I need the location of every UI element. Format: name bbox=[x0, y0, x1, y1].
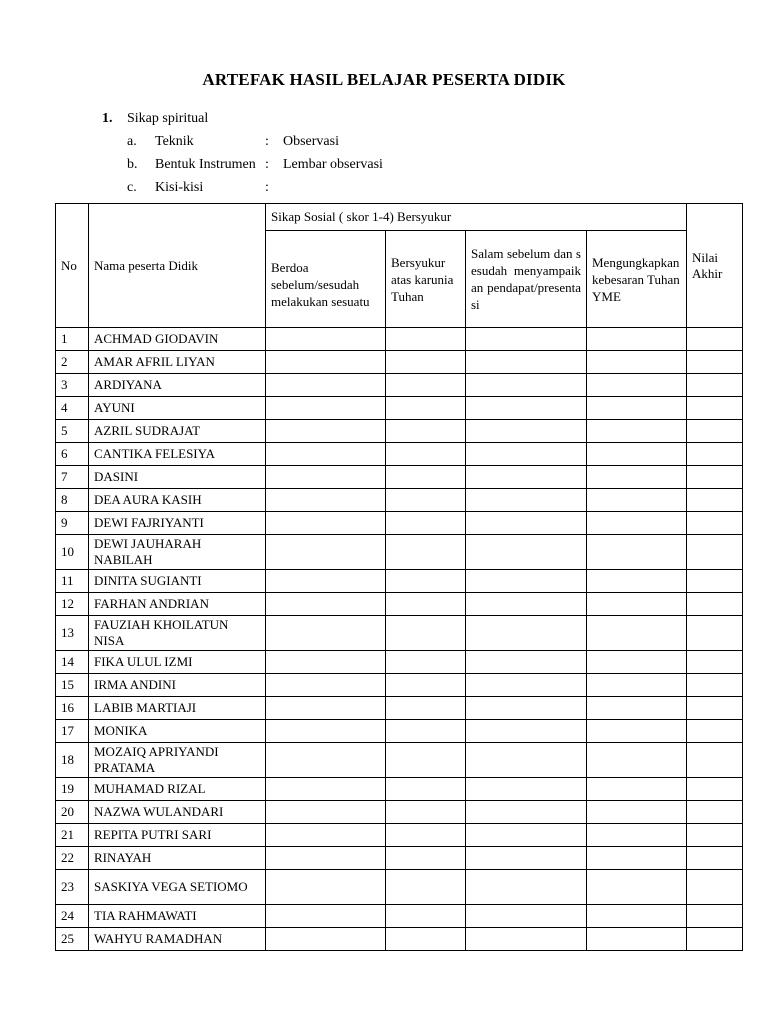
score-nilai-akhir-cell[interactable] bbox=[687, 847, 743, 870]
table-header-row bbox=[56, 204, 743, 231]
score-mengungkapkan-cell[interactable] bbox=[587, 778, 687, 801]
row-number: 5 bbox=[56, 420, 89, 443]
score-mengungkapkan-cell[interactable] bbox=[587, 397, 687, 420]
score-salam-cell[interactable] bbox=[466, 535, 587, 570]
score-mengungkapkan-cell[interactable] bbox=[587, 824, 687, 847]
score-bersyukur-cell[interactable] bbox=[386, 328, 466, 351]
table-row bbox=[56, 905, 743, 928]
header-group-sikap-sosial: Sikap Sosial ( skor 1-4) Bersyukur bbox=[266, 204, 687, 231]
score-salam-cell[interactable] bbox=[466, 397, 587, 420]
table-row bbox=[56, 593, 743, 616]
table-row bbox=[56, 489, 743, 512]
score-berdoa-cell[interactable] bbox=[266, 616, 386, 651]
score-salam-cell[interactable] bbox=[466, 593, 587, 616]
table-row bbox=[56, 420, 743, 443]
row-number: 16 bbox=[56, 697, 89, 720]
score-mengungkapkan-cell[interactable] bbox=[587, 720, 687, 743]
row-number: 21 bbox=[56, 824, 89, 847]
score-bersyukur-cell[interactable] bbox=[386, 443, 466, 466]
row-number: 24 bbox=[56, 905, 89, 928]
score-mengungkapkan-cell[interactable] bbox=[587, 535, 687, 570]
table-row bbox=[56, 374, 743, 397]
score-berdoa-cell[interactable] bbox=[266, 443, 386, 466]
student-name: DINITA SUGIANTI bbox=[89, 570, 266, 593]
header-mengungkapkan: Mengungkapkan kebesaran Tuhan YME bbox=[587, 231, 687, 328]
score-salam-cell[interactable] bbox=[466, 374, 587, 397]
score-bersyukur-cell[interactable] bbox=[386, 778, 466, 801]
score-salam-cell[interactable] bbox=[466, 443, 587, 466]
score-bersyukur-cell[interactable] bbox=[386, 616, 466, 651]
score-bersyukur-cell[interactable] bbox=[386, 824, 466, 847]
table-row bbox=[56, 397, 743, 420]
score-berdoa-cell[interactable] bbox=[266, 466, 386, 489]
row-number: 25 bbox=[56, 928, 89, 951]
table-row bbox=[56, 328, 743, 351]
item-key: Kisi-kisi bbox=[155, 180, 204, 195]
score-bersyukur-cell[interactable] bbox=[386, 847, 466, 870]
student-name: FARHAN ANDRIAN bbox=[89, 593, 266, 616]
score-berdoa-cell[interactable] bbox=[266, 928, 386, 951]
score-nilai-akhir-cell[interactable] bbox=[687, 328, 743, 351]
score-salam-cell[interactable] bbox=[466, 928, 587, 951]
score-berdoa-cell[interactable] bbox=[266, 778, 386, 801]
score-mengungkapkan-cell[interactable] bbox=[587, 328, 687, 351]
section-item-teknik bbox=[127, 133, 383, 156]
row-number: 2 bbox=[56, 351, 89, 374]
table-row bbox=[56, 616, 743, 651]
score-bersyukur-cell[interactable] bbox=[386, 570, 466, 593]
student-name: DEWI FAJRIYANTI bbox=[89, 512, 266, 535]
section-item-kisi-kisi bbox=[127, 179, 383, 202]
row-number: 6 bbox=[56, 443, 89, 466]
score-mengungkapkan-cell[interactable] bbox=[587, 374, 687, 397]
row-number: 7 bbox=[56, 466, 89, 489]
score-salam-cell[interactable] bbox=[466, 847, 587, 870]
score-mengungkapkan-cell[interactable] bbox=[587, 801, 687, 824]
score-mengungkapkan-cell[interactable] bbox=[587, 743, 687, 778]
student-name: AYUNI bbox=[89, 397, 266, 420]
student-name: ARDIYANA bbox=[89, 374, 266, 397]
score-salam-cell[interactable] bbox=[466, 778, 587, 801]
header-berdoa: Berdoa sebelum/sesudah melakukan sesuatu bbox=[266, 231, 386, 328]
table-row bbox=[56, 535, 743, 570]
score-salam-cell[interactable] bbox=[466, 489, 587, 512]
student-name: RINAYAH bbox=[89, 847, 266, 870]
score-salam-cell[interactable] bbox=[466, 616, 587, 651]
score-bersyukur-cell[interactable] bbox=[386, 928, 466, 951]
row-number: 13 bbox=[56, 616, 89, 651]
score-nilai-akhir-cell[interactable] bbox=[687, 466, 743, 489]
student-name: CANTIKA FELESIYA bbox=[89, 443, 266, 466]
row-number: 14 bbox=[56, 651, 89, 674]
score-bersyukur-cell[interactable] bbox=[386, 870, 466, 905]
score-bersyukur-cell[interactable] bbox=[386, 466, 466, 489]
score-bersyukur-cell[interactable] bbox=[386, 535, 466, 570]
row-number: 23 bbox=[56, 870, 89, 905]
item-colon: : bbox=[265, 157, 269, 172]
score-berdoa-cell[interactable] bbox=[266, 593, 386, 616]
student-name: ACHMAD GIODAVIN bbox=[89, 328, 266, 351]
row-number: 20 bbox=[56, 801, 89, 824]
score-salam-cell[interactable] bbox=[466, 905, 587, 928]
student-name: SASKIYA VEGA SETIOMO bbox=[89, 870, 266, 905]
header-nilai-akhir: Nilai Akhir bbox=[687, 204, 743, 328]
score-salam-cell[interactable] bbox=[466, 420, 587, 443]
row-number: 22 bbox=[56, 847, 89, 870]
score-nilai-akhir-cell[interactable] bbox=[687, 697, 743, 720]
row-number: 18 bbox=[56, 743, 89, 778]
score-nilai-akhir-cell[interactable] bbox=[687, 351, 743, 374]
score-berdoa-cell[interactable] bbox=[266, 397, 386, 420]
score-berdoa-cell[interactable] bbox=[266, 720, 386, 743]
score-mengungkapkan-cell[interactable] bbox=[587, 905, 687, 928]
table-row bbox=[56, 651, 743, 674]
row-number: 19 bbox=[56, 778, 89, 801]
score-bersyukur-cell[interactable] bbox=[386, 905, 466, 928]
score-nilai-akhir-cell[interactable] bbox=[687, 535, 743, 570]
table-body bbox=[56, 328, 743, 951]
section-item-bentuk-instrumen bbox=[127, 156, 383, 179]
student-name: IRMA ANDINI bbox=[89, 674, 266, 697]
score-nilai-akhir-cell[interactable] bbox=[687, 397, 743, 420]
row-number: 15 bbox=[56, 674, 89, 697]
row-number: 12 bbox=[56, 593, 89, 616]
score-salam-cell[interactable] bbox=[466, 651, 587, 674]
score-berdoa-cell[interactable] bbox=[266, 535, 386, 570]
student-name: NAZWA WULANDARI bbox=[89, 801, 266, 824]
item-key: Teknik bbox=[155, 134, 194, 149]
section-heading-line bbox=[102, 110, 383, 133]
table-row bbox=[56, 870, 743, 905]
score-bersyukur-cell[interactable] bbox=[386, 743, 466, 778]
section-heading: Sikap spiritual bbox=[127, 111, 209, 126]
score-mengungkapkan-cell[interactable] bbox=[587, 928, 687, 951]
item-value: Observasi bbox=[283, 134, 339, 149]
student-name: REPITA PUTRI SARI bbox=[89, 824, 266, 847]
score-nilai-akhir-cell[interactable] bbox=[687, 374, 743, 397]
score-mengungkapkan-cell[interactable] bbox=[587, 570, 687, 593]
row-number: 9 bbox=[56, 512, 89, 535]
score-salam-cell[interactable] bbox=[466, 801, 587, 824]
score-mengungkapkan-cell[interactable] bbox=[587, 593, 687, 616]
item-letter: c. bbox=[127, 180, 137, 195]
score-berdoa-cell[interactable] bbox=[266, 674, 386, 697]
score-berdoa-cell[interactable] bbox=[266, 743, 386, 778]
score-nilai-akhir-cell[interactable] bbox=[687, 512, 743, 535]
score-mengungkapkan-cell[interactable] bbox=[587, 674, 687, 697]
score-mengungkapkan-cell[interactable] bbox=[587, 847, 687, 870]
table-row bbox=[56, 674, 743, 697]
score-nilai-akhir-cell[interactable] bbox=[687, 443, 743, 466]
score-nilai-akhir-cell[interactable] bbox=[687, 593, 743, 616]
score-nilai-akhir-cell[interactable] bbox=[687, 743, 743, 778]
row-number: 3 bbox=[56, 374, 89, 397]
score-mengungkapkan-cell[interactable] bbox=[587, 443, 687, 466]
score-berdoa-cell[interactable] bbox=[266, 489, 386, 512]
table-row bbox=[56, 720, 743, 743]
section-sikap-spiritual bbox=[102, 110, 383, 202]
score-bersyukur-cell[interactable] bbox=[386, 651, 466, 674]
score-berdoa-cell[interactable] bbox=[266, 847, 386, 870]
score-berdoa-cell[interactable] bbox=[266, 870, 386, 905]
score-salam-cell[interactable] bbox=[466, 743, 587, 778]
item-colon: : bbox=[265, 180, 269, 195]
student-name: WAHYU RAMADHAN bbox=[89, 928, 266, 951]
score-mengungkapkan-cell[interactable] bbox=[587, 697, 687, 720]
score-mengungkapkan-cell[interactable] bbox=[587, 870, 687, 905]
row-number: 1 bbox=[56, 328, 89, 351]
header-no: No bbox=[56, 204, 89, 328]
student-name: AMAR AFRIL LIYAN bbox=[89, 351, 266, 374]
student-name: TIA RAHMAWATI bbox=[89, 905, 266, 928]
student-name: DASINI bbox=[89, 466, 266, 489]
score-bersyukur-cell[interactable] bbox=[386, 351, 466, 374]
header-name: Nama peserta Didik bbox=[89, 204, 266, 328]
row-number: 10 bbox=[56, 535, 89, 570]
score-nilai-akhir-cell[interactable] bbox=[687, 420, 743, 443]
score-mengungkapkan-cell[interactable] bbox=[587, 420, 687, 443]
score-berdoa-cell[interactable] bbox=[266, 801, 386, 824]
item-letter: b. bbox=[127, 157, 138, 172]
score-nilai-akhir-cell[interactable] bbox=[687, 928, 743, 951]
student-name: MOZAIQ APRIYANDI PRATAMA bbox=[89, 743, 266, 778]
score-salam-cell[interactable] bbox=[466, 720, 587, 743]
student-name: MONIKA bbox=[89, 720, 266, 743]
student-name: AZRIL SUDRAJAT bbox=[89, 420, 266, 443]
score-berdoa-cell[interactable] bbox=[266, 512, 386, 535]
table-row bbox=[56, 801, 743, 824]
score-nilai-akhir-cell[interactable] bbox=[687, 616, 743, 651]
table-row bbox=[56, 443, 743, 466]
score-berdoa-cell[interactable] bbox=[266, 374, 386, 397]
score-bersyukur-cell[interactable] bbox=[386, 593, 466, 616]
student-name: MUHAMAD RIZAL bbox=[89, 778, 266, 801]
score-berdoa-cell[interactable] bbox=[266, 570, 386, 593]
score-mengungkapkan-cell[interactable] bbox=[587, 651, 687, 674]
score-nilai-akhir-cell[interactable] bbox=[687, 570, 743, 593]
score-salam-cell[interactable] bbox=[466, 674, 587, 697]
score-berdoa-cell[interactable] bbox=[266, 824, 386, 847]
score-mengungkapkan-cell[interactable] bbox=[587, 616, 687, 651]
score-bersyukur-cell[interactable] bbox=[386, 801, 466, 824]
student-name: DEA AURA KASIH bbox=[89, 489, 266, 512]
student-name: DEWI JAUHARAH NABILAH bbox=[89, 535, 266, 570]
score-mengungkapkan-cell[interactable] bbox=[587, 512, 687, 535]
table-row bbox=[56, 824, 743, 847]
score-mengungkapkan-cell[interactable] bbox=[587, 466, 687, 489]
score-berdoa-cell[interactable] bbox=[266, 697, 386, 720]
row-number: 4 bbox=[56, 397, 89, 420]
score-bersyukur-cell[interactable] bbox=[386, 420, 466, 443]
score-salam-cell[interactable] bbox=[466, 697, 587, 720]
score-nilai-akhir-cell[interactable] bbox=[687, 720, 743, 743]
score-berdoa-cell[interactable] bbox=[266, 351, 386, 374]
score-nilai-akhir-cell[interactable] bbox=[687, 824, 743, 847]
score-mengungkapkan-cell[interactable] bbox=[587, 351, 687, 374]
item-key: Bentuk Instrumen bbox=[155, 157, 256, 172]
row-number: 8 bbox=[56, 489, 89, 512]
item-value: Lembar observasi bbox=[283, 157, 383, 172]
student-name: FAUZIAH KHOILATUN NISA bbox=[89, 616, 266, 651]
score-salam-cell[interactable] bbox=[466, 570, 587, 593]
score-salam-cell[interactable] bbox=[466, 351, 587, 374]
score-bersyukur-cell[interactable] bbox=[386, 512, 466, 535]
score-bersyukur-cell[interactable] bbox=[386, 489, 466, 512]
score-nilai-akhir-cell[interactable] bbox=[687, 870, 743, 905]
table-row bbox=[56, 697, 743, 720]
score-salam-cell[interactable] bbox=[466, 870, 587, 905]
score-bersyukur-cell[interactable] bbox=[386, 697, 466, 720]
student-name: FIKA ULUL IZMI bbox=[89, 651, 266, 674]
score-bersyukur-cell[interactable] bbox=[386, 397, 466, 420]
row-number: 17 bbox=[56, 720, 89, 743]
score-bersyukur-cell[interactable] bbox=[386, 674, 466, 697]
table-row bbox=[56, 570, 743, 593]
score-nilai-akhir-cell[interactable] bbox=[687, 651, 743, 674]
row-number: 11 bbox=[56, 570, 89, 593]
score-salam-cell[interactable] bbox=[466, 512, 587, 535]
score-mengungkapkan-cell[interactable] bbox=[587, 489, 687, 512]
score-nilai-akhir-cell[interactable] bbox=[687, 778, 743, 801]
table-row bbox=[56, 847, 743, 870]
score-berdoa-cell[interactable] bbox=[266, 420, 386, 443]
item-colon: : bbox=[265, 134, 269, 149]
document-title: ARTEFAK HASIL BELAJAR PESERTA DIDIK bbox=[202, 70, 566, 89]
score-salam-cell[interactable] bbox=[466, 328, 587, 351]
header-bersyukur: Bersyukur atas karunia Tuhan bbox=[386, 231, 466, 328]
table-row bbox=[56, 778, 743, 801]
score-bersyukur-cell[interactable] bbox=[386, 374, 466, 397]
table-row bbox=[56, 351, 743, 374]
score-nilai-akhir-cell[interactable] bbox=[687, 801, 743, 824]
table-row bbox=[56, 743, 743, 778]
item-letter: a. bbox=[127, 134, 137, 149]
score-salam-cell[interactable] bbox=[466, 466, 587, 489]
score-nilai-akhir-cell[interactable] bbox=[687, 905, 743, 928]
section-number: 1. bbox=[102, 111, 113, 126]
score-salam-cell[interactable] bbox=[466, 824, 587, 847]
score-nilai-akhir-cell[interactable] bbox=[687, 489, 743, 512]
score-berdoa-cell[interactable] bbox=[266, 328, 386, 351]
score-nilai-akhir-cell[interactable] bbox=[687, 674, 743, 697]
table-row bbox=[56, 512, 743, 535]
observation-table bbox=[55, 203, 743, 951]
score-bersyukur-cell[interactable] bbox=[386, 720, 466, 743]
student-name: LABIB MARTIAJI bbox=[89, 697, 266, 720]
table-row bbox=[56, 928, 743, 951]
header-salam: Salam sebelum dan sesudah menyampaikan pendapat/presentasi bbox=[466, 231, 587, 328]
score-berdoa-cell[interactable] bbox=[266, 905, 386, 928]
score-berdoa-cell[interactable] bbox=[266, 651, 386, 674]
table-row bbox=[56, 466, 743, 489]
